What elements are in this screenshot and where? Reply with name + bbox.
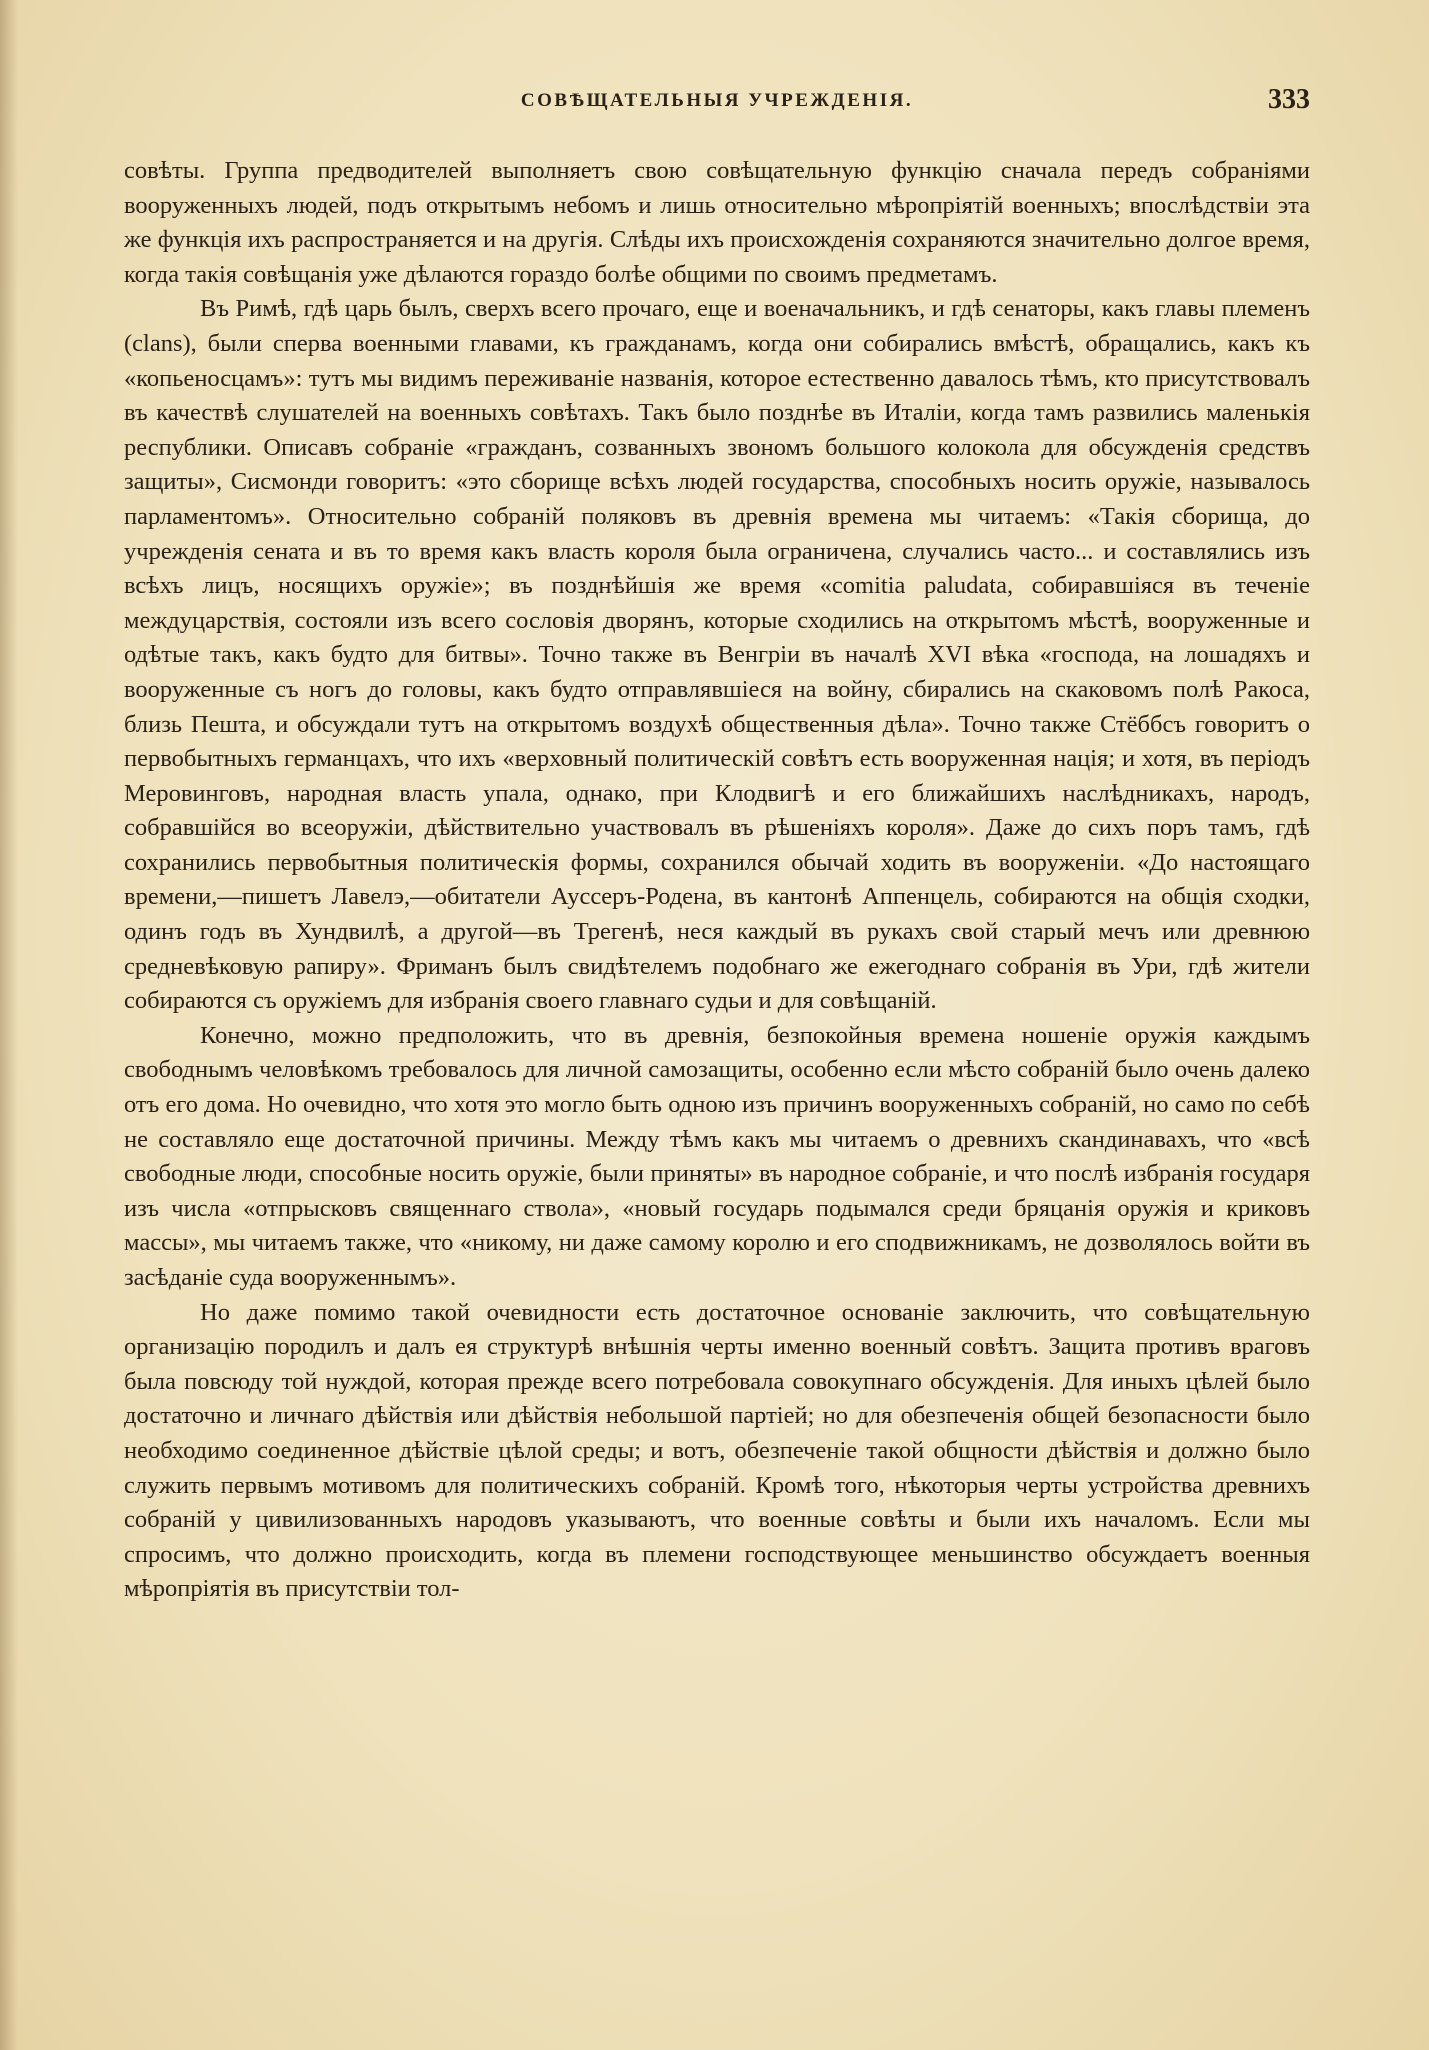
paragraph: Въ Римѣ, гдѣ царь былъ, сверхъ всего прочаго, еще и военачальникъ, и гдѣ сенаторы, какъ главы племенъ (clans), были сперва военными главами, къ гражданамъ, когда они собирались вмѣстѣ, обращались, какъ къ «копьеносцамъ»: тутъ мы видимъ переживаніе названія, которое естественно давалось тѣмъ, кто присутствовалъ въ качествѣ слушателей на военныхъ совѣтахъ. Такъ было позднѣе въ Италіи, когда тамъ развились маленькія республики. Описавъ собраніе «гражданъ, созванныхъ звономъ большого колокола для обсужденія средствъ защиты», Сисмонди говоритъ: «это сборище всѣхъ людей государства, способныхъ носить оружіе, называлось парламентомъ». Относительно собраній поляковъ въ древнія времена мы читаемъ: «Такія сборища, до учрежденія сената и въ то время какъ власть короля была ограничена, случались часто... и составлялись изъ всѣхъ лицъ, носящихъ оружіе»; въ позднѣйшія же время «comitia paludata, собиравшіяся въ теченіе междуцарствія, состояли изъ всего сословія дворянъ, которые сходились на открытомъ мѣстѣ, вооруженные и одѣтые такъ, какъ будто для битвы». Точно также въ Венгріи въ началѣ XVI вѣка «господа, на лошадяхъ и вооруженные съ ногъ до головы, какъ будто отправлявшіеся на войну, сбирались на скаковомъ полѣ Ракоса, близь Пешта, и обсуждали тутъ на открытомъ воздухѣ общественныя дѣла». Точно также Стёббсъ говоритъ о первобытныхъ германцахъ, что ихъ «верховный политическій совѣтъ есть вооруженная нація; и хотя, въ періодъ Меровинговъ, народная власть упала, однако, при Клодвигѣ и его ближайшихъ наслѣдникахъ, народъ, собравшійся во всеоружіи, дѣйствительно участвовалъ въ рѣшеніяхъ короля». Даже до сихъ поръ тамъ, гдѣ сохранились первобытныя политическія формы, сохранился обычай ходить въ вооруженіи. «До настоящаго времени,—пишетъ Лавелэ,—обитатели Аусcеръ-Родена, въ кантонѣ Аппенцель, собираются на общія сходки, одинъ годъ въ Хундвилѣ, а другой—въ Трегенѣ, неся каждый въ рукахъ свой старый мечъ или древнюю средневѣковую рапиру». Фриманъ былъ свидѣтелемъ подобнаго же ежегоднаго собранія въ Ури, гдѣ жители собираются съ оружіемъ для избранія своего главнаго судьи и для совѣщаній. [124,295,1310,1015]
paragraph: совѣты. Группа предводителей выполняетъ свою совѣщательную функцію сначала передъ собраніями вооруженныхъ людей, подъ открытымъ небомъ и лишь относительно мѣропріятій военныхъ; впослѣдствіи эта же функція ихъ распространяется и на другія. Слѣды ихъ происхожденія сохраняются значительно долгое время, когда такія совѣщанія уже дѣлаются гораздо болѣе общими по своимъ предметамъ. [124,157,1310,288]
running-title: СОВѢЩАТЕЛЬНЫЯ УЧРЕЖДЕНІЯ. [520,90,914,111]
paragraph: Конечно, можно предположить, что въ древнія, безпокойныя времена ношеніе оружія каждымъ свободнымъ человѣкомъ требовалось для личной самозащиты, особенно если мѣсто собраній было очень далеко отъ его дома. Но очевидно, что хотя это могло быть одною изъ причинъ вооруженныхъ собраній, но само по себѣ не составляло еще достаточной причины. Между тѣмъ какъ мы читаемъ о древнихъ скандинавахъ, что «всѣ свободные люди, способные носить оружіе, были приняты» въ народное собраніе, и что послѣ избранія государя изъ числа «отпрысковъ священнаго ствола», «новый государь подымался среди бряцанія оружія и криковъ массы», мы читаемъ также, что «никому, ни даже самому королю и его сподвижникамъ, не дозволялось войти въ засѣданіе суда вооруженнымъ». [124,1021,1310,1291]
page-edge-shadow [0,0,18,2050]
page-number: 333 [1268,84,1310,115]
paragraph: Но даже помимо такой очевидности есть достаточное основаніе заключить, что совѣщательную организацію породилъ и далъ ея структурѣ внѣшнія черты именно военный совѣтъ. Защита противъ враговъ была повсюду той нуждой, которая прежде всего потребовала совокупнаго обсужденія. Для иныхъ цѣлей было достаточно и личнаго дѣйствія или дѣйствія небольшой партіей; но для обезпеченія общей безопасности было необходимо соединенное дѣйствіе цѣлой среды; и вотъ, обезпеченіе такой общности дѣйствія и должно было служить первымъ мотивомъ для политическихъ собраній. Кромѣ того, нѣкоторыя черты устройства древнихъ собраній у цивилизованныхъ народовъ указываютъ, что военные совѣты и были ихъ началомъ. Если мы спросимъ, что должно происходить, когда въ племени господствующее меньшинство обсуждаетъ военныя мѣропріятія въ присутствіи тол- [124,1298,1310,1603]
body-text [124,154,1310,2014]
page-header [124,84,1310,124]
